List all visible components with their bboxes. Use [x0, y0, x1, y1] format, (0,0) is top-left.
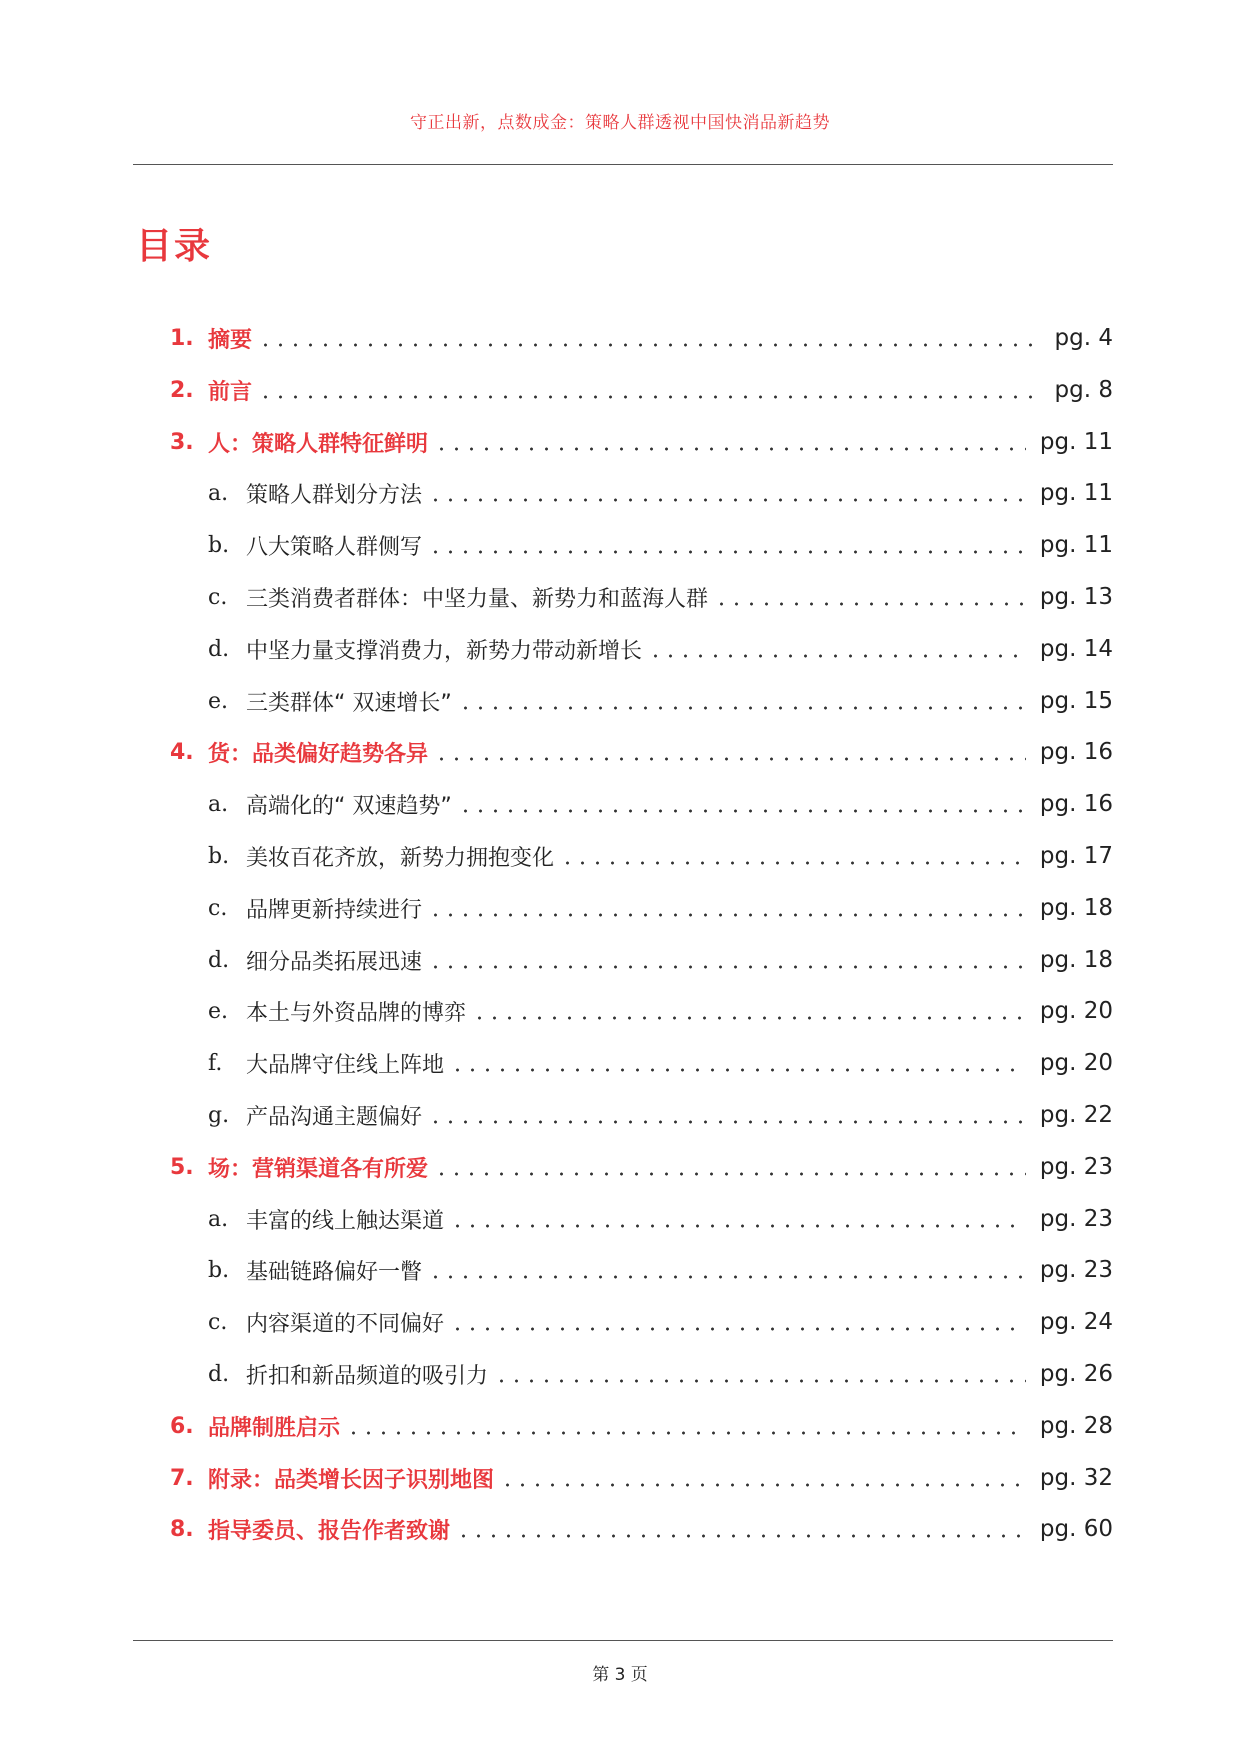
- toc-entry[interactable]: [170, 1147, 1113, 1187]
- toc-entry[interactable]: [170, 1458, 1113, 1498]
- toc-entry-page: pg. 20: [1039, 1050, 1113, 1076]
- toc-entry-number: 2.: [170, 377, 194, 403]
- header-rule: [133, 164, 1113, 165]
- toc-entry-number: d.: [208, 947, 230, 973]
- dot-leader: [428, 1271, 1026, 1283]
- toc-entry-label: 美妆百花齐放，新势力拥抱变化: [246, 845, 555, 871]
- dot-leader: [458, 702, 1026, 714]
- toc-entry-page: pg. 14: [1039, 636, 1113, 662]
- dot-leader: [450, 1220, 1026, 1232]
- toc-entry[interactable]: [208, 473, 1113, 513]
- toc-entry-page: pg. 16: [1039, 739, 1113, 765]
- toc-entry[interactable]: [208, 1354, 1113, 1394]
- toc-entry-page: pg. 8: [1054, 377, 1113, 403]
- toc-entry-page: pg. 24: [1039, 1309, 1113, 1335]
- toc-entry[interactable]: [170, 1509, 1113, 1549]
- dot-leader: [428, 546, 1026, 558]
- toc-entry-number: b.: [208, 1257, 230, 1283]
- toc-entry-page: pg. 18: [1039, 895, 1113, 921]
- toc-entry-label: 策略人群划分方法: [246, 482, 423, 508]
- toc-entry-label: 摘要: [208, 327, 253, 353]
- dot-leader: [560, 857, 1026, 869]
- toc-entry-label: 指导委员、报告作者致谢: [208, 1518, 451, 1544]
- toc-entry-number: d.: [208, 1361, 230, 1387]
- dot-leader: [258, 339, 1039, 351]
- toc-entry[interactable]: [170, 318, 1113, 358]
- toc-entry-number: 4.: [170, 739, 194, 765]
- toc-entry-page: pg. 11: [1039, 429, 1113, 455]
- toc-entry-number: e.: [208, 998, 229, 1024]
- toc-entry-number: 5.: [170, 1154, 194, 1180]
- footer-rule: [133, 1640, 1113, 1641]
- toc-entry-label: 三类群体“ 双速增长”: [246, 690, 452, 716]
- dot-leader: [434, 443, 1026, 455]
- toc-entry-page: pg. 23: [1039, 1206, 1113, 1232]
- dot-leader: [428, 909, 1026, 921]
- toc-entry-page: pg. 11: [1039, 532, 1113, 558]
- toc-entry[interactable]: [208, 1095, 1113, 1135]
- toc-entry-number: c.: [208, 895, 228, 921]
- toc-entry-label: 产品沟通主题偏好: [246, 1104, 423, 1130]
- toc-entry-number: a.: [208, 480, 229, 506]
- toc-entry-label: 三类消费者群体：中坚力量、新势力和蓝海人群: [246, 586, 709, 612]
- toc-entry-page: pg. 32: [1039, 1465, 1113, 1491]
- toc-entry-label: 品牌更新持续进行: [246, 897, 423, 923]
- toc-entry-page: pg. 23: [1039, 1154, 1113, 1180]
- toc-entry-page: pg. 28: [1039, 1413, 1113, 1439]
- toc-entry-label: 中坚力量支撑消费力，新势力带动新增长: [246, 638, 643, 664]
- toc-entry-label: 货：品类偏好趋势各异: [208, 741, 429, 767]
- toc-entry-label: 基础链路偏好一瞥: [246, 1259, 423, 1285]
- toc-entry[interactable]: [208, 784, 1113, 824]
- toc-entry-label: 本土与外资品牌的博弈: [246, 1000, 467, 1026]
- dot-leader: [428, 494, 1026, 506]
- toc-entry-number: 8.: [170, 1516, 194, 1542]
- toc-entry[interactable]: [170, 1406, 1113, 1446]
- toc-entry-page: pg. 16: [1039, 791, 1113, 817]
- toc-entry-number: e.: [208, 688, 229, 714]
- toc-entry[interactable]: [170, 370, 1113, 410]
- toc-entry-label: 内容渠道的不同偏好: [246, 1311, 445, 1337]
- toc-entry-label: 附录：品类增长因子识别地图: [208, 1467, 495, 1493]
- toc-entry-page: pg. 18: [1039, 947, 1113, 973]
- toc-entry-page: pg. 4: [1054, 325, 1113, 351]
- dot-leader: [458, 805, 1026, 817]
- toc-entry[interactable]: [208, 1199, 1113, 1239]
- toc-entry[interactable]: [170, 422, 1113, 462]
- toc-entry[interactable]: [170, 732, 1113, 772]
- toc-entry-label: 高端化的“ 双速趋势”: [246, 793, 452, 819]
- toc-entry-number: 7.: [170, 1465, 194, 1491]
- toc-entry-page: pg. 17: [1039, 843, 1113, 869]
- toc-entry-number: a.: [208, 1206, 229, 1232]
- dot-leader: [714, 598, 1026, 610]
- dot-leader: [428, 1116, 1026, 1128]
- toc-entry-page: pg. 11: [1039, 480, 1113, 506]
- toc-entry-label: 前言: [208, 379, 253, 405]
- dot-leader: [346, 1427, 1026, 1439]
- toc-entry[interactable]: [208, 629, 1113, 669]
- toc-entry-page: pg. 13: [1039, 584, 1113, 610]
- toc-entry-label: 品牌制胜启示: [208, 1415, 341, 1441]
- toc-entry-label: 场：营销渠道各有所爱: [208, 1156, 429, 1182]
- toc-entry[interactable]: [208, 940, 1113, 980]
- toc-entry-number: a.: [208, 791, 229, 817]
- page-number: 第 3 页: [592, 1665, 648, 1685]
- toc-entry-number: g.: [208, 1102, 230, 1128]
- toc-entry-label: 八大策略人群侧写: [246, 534, 423, 560]
- dot-leader: [434, 753, 1026, 765]
- toc-entry[interactable]: [208, 1302, 1113, 1342]
- dot-leader: [258, 391, 1039, 403]
- dot-leader: [494, 1375, 1026, 1387]
- toc-entry-page: pg. 20: [1039, 998, 1113, 1024]
- toc-entry-label: 细分品类拓展迅速: [246, 949, 423, 975]
- toc-entry-number: c.: [208, 1309, 228, 1335]
- toc-entry[interactable]: [208, 888, 1113, 928]
- toc-title: 目录: [136, 226, 213, 267]
- dot-leader: [472, 1012, 1026, 1024]
- dot-leader: [450, 1323, 1026, 1335]
- dot-leader: [434, 1168, 1026, 1180]
- toc-entry-label: 人：策略人群特征鲜明: [208, 431, 429, 457]
- toc-entry-page: pg. 15: [1039, 688, 1113, 714]
- toc-entry[interactable]: [208, 991, 1113, 1031]
- toc-entry-number: f.: [208, 1050, 223, 1076]
- toc-entry-label: 大品牌守住线上阵地: [246, 1052, 445, 1078]
- toc-entry-page: pg. 60: [1039, 1516, 1113, 1542]
- toc-entry[interactable]: [208, 577, 1113, 617]
- toc-entry[interactable]: [208, 1043, 1113, 1083]
- toc-entry-number: 3.: [170, 429, 194, 455]
- toc-entry[interactable]: [208, 525, 1113, 565]
- toc-entry-number: b.: [208, 843, 230, 869]
- toc-entry-number: c.: [208, 584, 228, 610]
- toc-entry-page: pg. 23: [1039, 1257, 1113, 1283]
- toc-entry-page: pg. 26: [1039, 1361, 1113, 1387]
- dot-leader: [456, 1530, 1026, 1542]
- toc-entry-page: pg. 22: [1039, 1102, 1113, 1128]
- running-header: 守正出新，点数成金：策略人群透视中国快消品新趋势: [410, 113, 830, 133]
- toc-entry[interactable]: [208, 836, 1113, 876]
- toc-entry-number: 6.: [170, 1413, 194, 1439]
- toc-entry-label: 丰富的线上触达渠道: [246, 1208, 445, 1234]
- toc-entry[interactable]: [208, 681, 1113, 721]
- toc-entry-number: d.: [208, 636, 230, 662]
- dot-leader: [428, 961, 1026, 973]
- dot-leader: [500, 1479, 1026, 1491]
- toc-entry-number: 1.: [170, 325, 194, 351]
- toc-entry[interactable]: [208, 1250, 1113, 1290]
- dot-leader: [648, 650, 1026, 662]
- toc-entry-number: b.: [208, 532, 230, 558]
- dot-leader: [450, 1064, 1026, 1076]
- toc-entry-label: 折扣和新品频道的吸引力: [246, 1363, 489, 1389]
